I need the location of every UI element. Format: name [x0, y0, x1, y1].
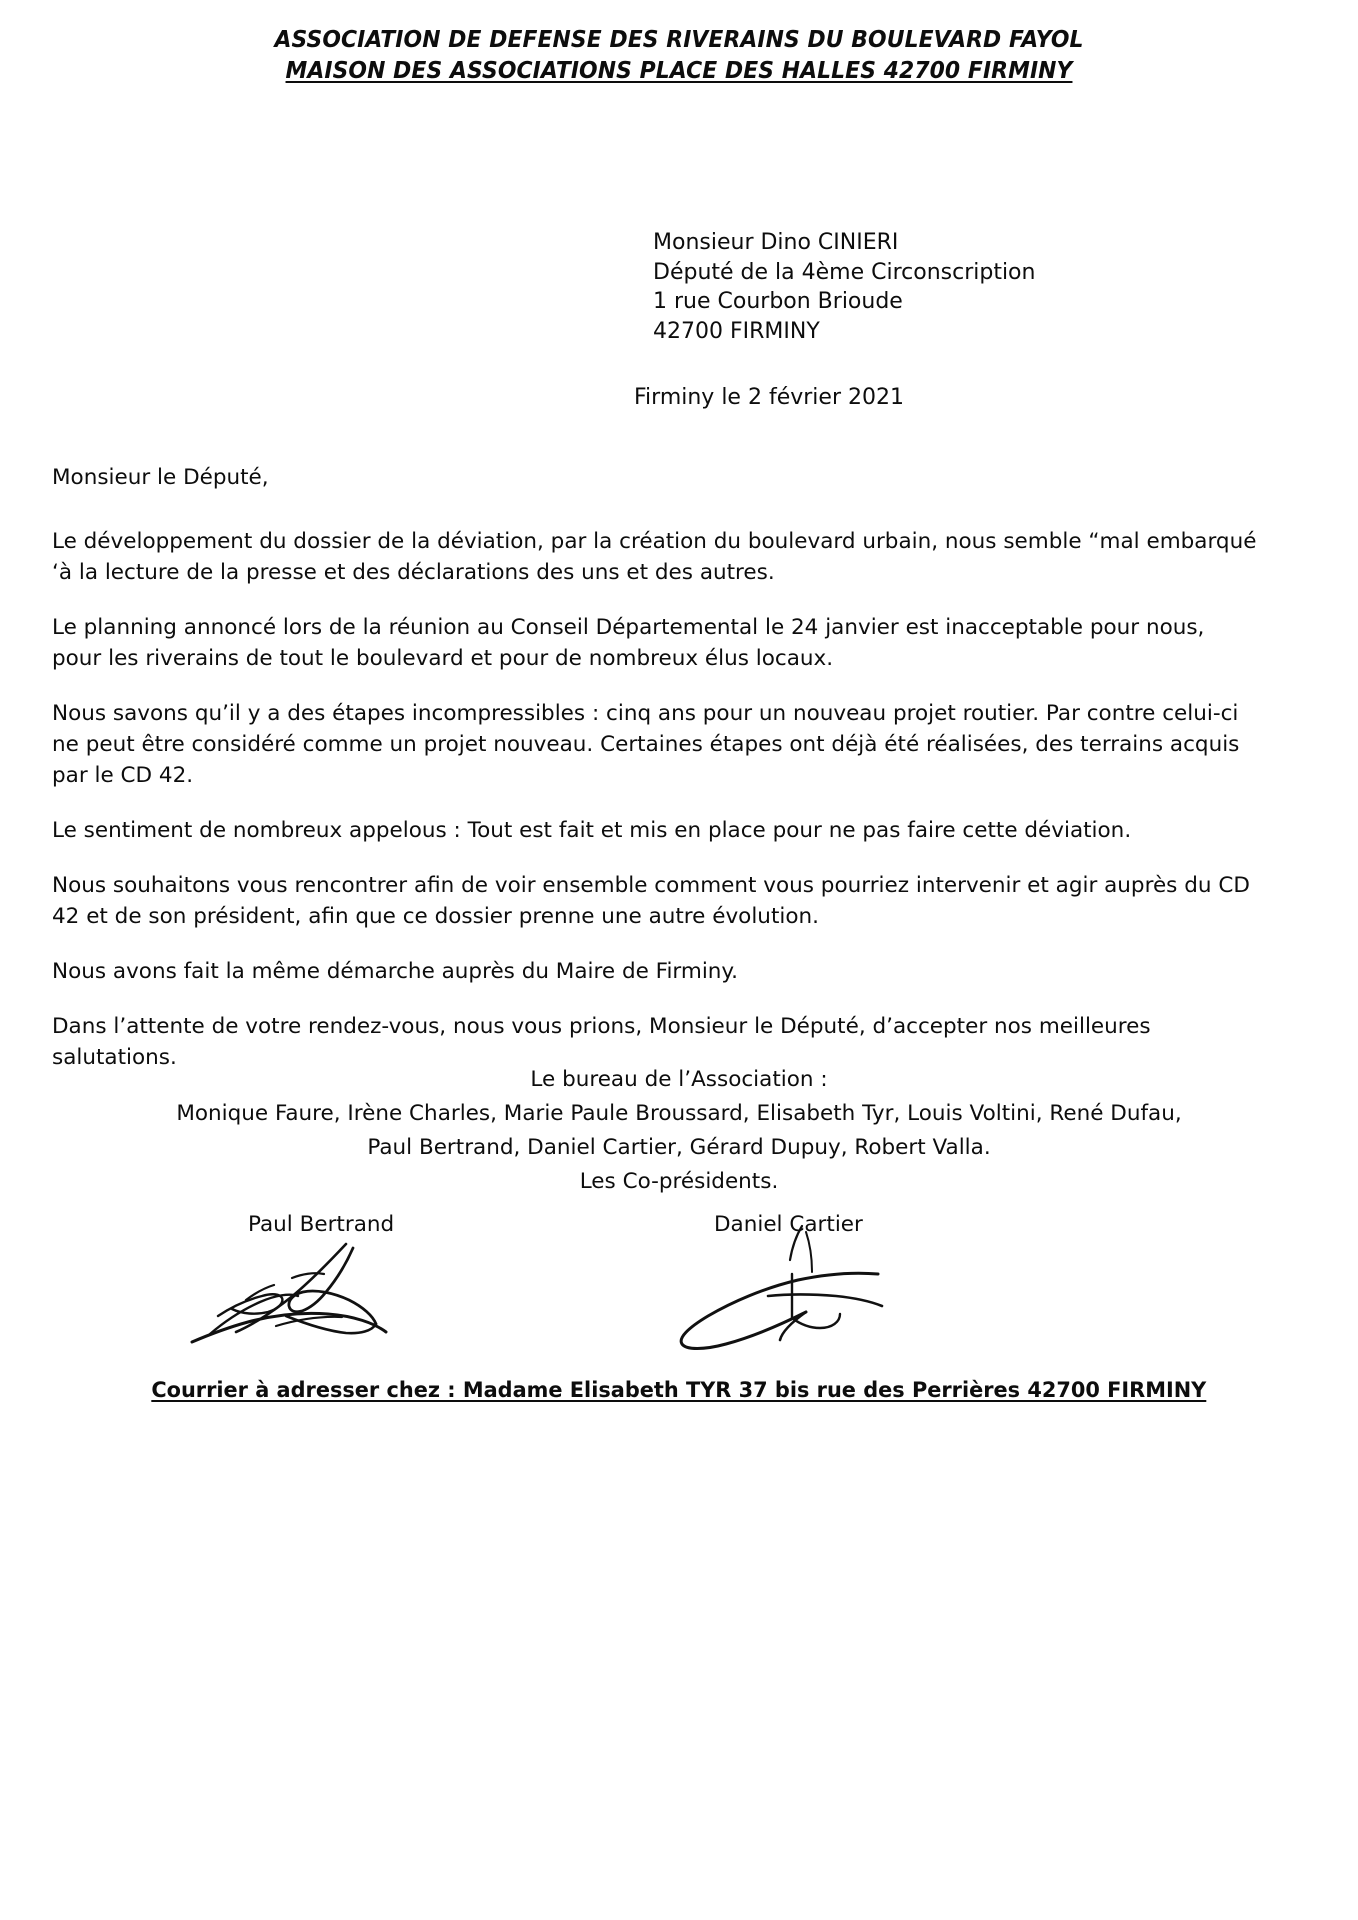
signature-mark-paul-bertrand: [150, 1238, 450, 1362]
recipient-address-block: [653, 228, 1035, 346]
signatory-name-right: Daniel Cartier: [714, 1212, 863, 1237]
signatory-name-left: Paul Bertrand: [248, 1212, 395, 1237]
closing-block: [0, 1063, 1358, 1199]
bureau-members-line-2: Paul Bertrand, Daniel Cartier, Gérard Dupuy, Robert Valla.: [367, 1135, 991, 1160]
letterhead: [0, 24, 1358, 86]
letterhead-association-name: ASSOCIATION DE DEFENSE DES RIVERAINS DU BOULEVARD FAYOL: [274, 25, 1084, 53]
letterhead-address: MAISON DES ASSOCIATIONS PLACE DES HALLES 42700 FIRMINY: [285, 56, 1073, 84]
body-paragraph-7: Dans l’attente de votre rendez-vous, nous vous prions, Monsieur le Député, d’accepter nos meilleures salutations.: [52, 1014, 1151, 1070]
recipient-name: Monsieur Dino CINIERI: [653, 230, 899, 255]
bureau-members-line-1: Monique Faure, Irène Charles, Marie Paule Broussard, Elisabeth Tyr, Louis Voltini, René Dufau,: [176, 1101, 1182, 1126]
footer: [0, 1378, 1358, 1403]
bureau-title: Le bureau de l’Association :: [530, 1067, 828, 1092]
body-paragraph-4: Le sentiment de nombreux appelous : Tout est fait et mis en place pour ne pas faire cette déviation.: [52, 818, 1132, 843]
body-paragraph-5: Nous souhaitons vous rencontrer afin de voir ensemble comment vous pourriez intervenir et agir auprès du CD 42 et de son président, afin que ce dossier prenne une autre évolution.: [52, 873, 1250, 929]
body-paragraph-1: Le développement du dossier de la déviation, par la création du boulevard urbain, nous semble “mal embarqué ‘à la lecture de la presse et des déclarations des uns et des autres.: [52, 529, 1257, 585]
footer-mailing-address: Courrier à adresser chez : Madame Elisabeth TYR 37 bis rue des Perrières 42700 FIRMINY: [151, 1378, 1207, 1403]
salutation: Monsieur le Député,: [52, 465, 269, 490]
recipient-city: 42700 FIRMINY: [653, 318, 820, 344]
date-line: Firminy le 2 février 2021: [634, 385, 904, 410]
body-paragraph-2: Le planning annoncé lors de la réunion au Conseil Départemental le 24 janvier est inacceptable pour nous, pour les riverains de tout le boulevard et pour de nombreux élus locaux.: [52, 615, 1205, 671]
letter-body: [52, 462, 1259, 1097]
body-paragraph-6: Nous avons fait la même démarche auprès du Maire de Firminy.: [52, 959, 738, 984]
recipient-street: 1 rue Courbon Brioude: [653, 289, 903, 314]
signature-mark-daniel-cartier: [640, 1222, 940, 1366]
recipient-title: Député de la 4ème Circonscription: [653, 259, 1036, 285]
copresidents-label: Les Co-présidents.: [579, 1169, 779, 1194]
body-paragraph-3: Nous savons qu’il y a des étapes incompressibles : cinq ans pour un nouveau projet routier. Par contre celui-ci ne peut être considéré comme un projet nouveau. Certaines étapes ont déjà été réalisées, des terrains acquis par le CD 42.: [52, 701, 1240, 788]
